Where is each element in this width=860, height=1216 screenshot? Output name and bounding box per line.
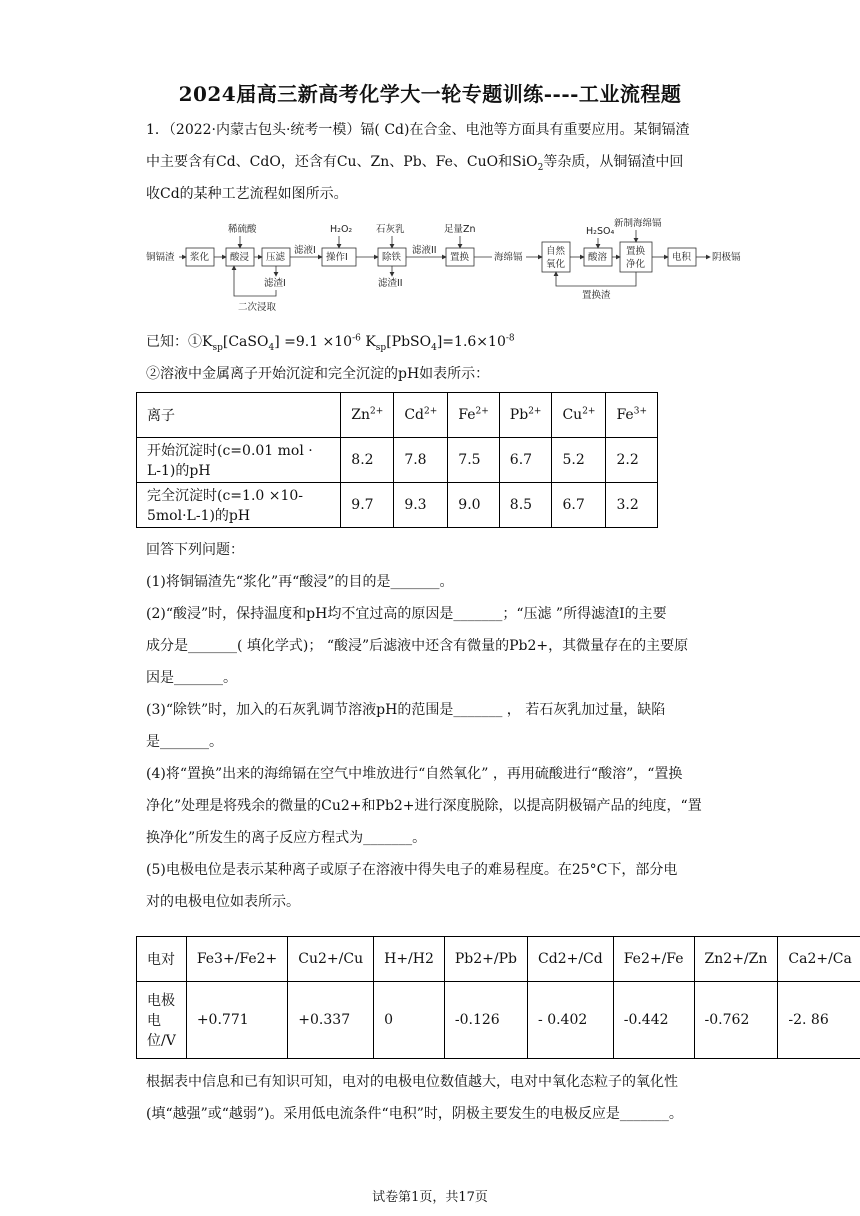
flow-electrowin: 电积 (672, 252, 692, 263)
known-ph-note: ②溶液中金属离子开始沉淀和完全沉淀的pH如表所示： (146, 366, 490, 382)
flow-replace: 置换 (450, 252, 470, 263)
known-ksp: 已知：$①K_{sp}[CaSO_4] =9.1 \times 10^{-6}$ $K_{sp}[PbSO_4]=1.6\times 10^{-8}$ ②溶液中金属离子开始沉淀和完全沉淀的pH如表所示： (146, 326, 720, 390)
flow-replace-residue: 置换渣 (582, 290, 611, 301)
ph-table: 离子 $Zn^{2+}$ $Cd^{2+}$ $Fe^{2+}$ $Pb^{2+}$ $Cu^{2+}$ $Fe^{3+}$ 开始沉淀时(c=0.01 mol · L-1)的pH 8.2 7.8 7.5 6.7 5.2 2.2 完全沉淀时(c=1.0 ×10-5mol·L-1)的pH 9.7 9.3 9.0 8.5 6.7 3.2 (136, 392, 658, 528)
flow-new-sponge: 新制海绵镉 (614, 218, 662, 229)
flow-nat-ox-2: 氧化 (546, 259, 566, 270)
question-3: (3)“除铁”时，加入的石灰乳调节溶液pH的范围是_______ ， 若石灰乳加过量，缺陷 (146, 702, 666, 718)
table-row: 完全沉淀时(c=1.0 ×10-5mol·L-1)的pH 9.7 9.3 9.0 8.5 6.7 3.2 (137, 483, 658, 528)
flow-residue-2: 滤渣II (378, 278, 403, 289)
flow-second-leach: 二次浸取 (238, 302, 277, 313)
question-5: (5)电极电位是表示某种离子或原子在溶液中得失电子的难易程度。在25°C下，部分电 (146, 862, 678, 878)
question-1: (1)将铜镉渣先“浆化”再“酸浸”的目的是_______。 (146, 574, 454, 590)
flow-purify-2: 净化 (626, 259, 646, 270)
table-row: 开始沉淀时(c=0.01 mol · L-1)的pH 8.2 7.8 7.5 6.7 5.2 2.2 (137, 438, 658, 483)
question-4: (4)将“置换”出来的海绵镉在空气中堆放进行“自然氧化” ，再用硫酸进行“酸溶”，“置换 (146, 766, 683, 782)
questions: 回答下列问题： (1)将铜镉渣先“浆化”再“酸浸”的目的是_______。 (2)“酸浸”时，保持温度和pH均不宜过高的原因是_______；“压滤 ”所得滤渣I的主要 成分是_______( 填化学式)； “酸浸”后滤液中还含有微量的Pb2+，其微量存在的主要原 因是_______。 (3)“除铁”时，加入的石灰乳调节溶液pH的范围是_______ ， 若石灰乳加过量，缺陷 是_______。 (4)将“置换”出来的海绵镉在空气中堆放进行“自然氧化” ，再用硫酸进行“酸溶”，“置换 净化”处理是将残余的微量的Cu2+和Pb2+进行深度脱除，以提高阴极镉产品的纯度，“置 换净化”所发生的离子反应方程式为_______。 (5)电极电位是表示某种离子或原子在溶液中得失电子的难易程度。在25°C下，部分电 对的电极电位如表所示。 (146, 534, 726, 918)
page-title: 2024届高三新高考化学大一轮专题训练----工业流程题 (178, 82, 682, 106)
intro-line-2: 中主要含有Cd、CdO，还含有Cu、Zn、Pb、Fe、CuO和SiO$_2$等杂质，从铜镉渣中回 (146, 154, 684, 173)
flow-op-1: 操作I (326, 252, 348, 263)
question-5-cont: 根据表中信息和已有知识可知，电对的电极电位数值越大，电对中氧化态粒子的氧化性 (填“越强”或“越弱”)。采用低电流条件“电积”时，阴极主要发生的电极反应是_______。 (146, 1074, 683, 1122)
potential-table-header: 电对 (137, 937, 187, 982)
flow-slurry: 浆化 (190, 252, 210, 263)
flow-deiron: 除铁 (382, 252, 402, 263)
intro-line-3: 收Cd的某种工艺流程如图所示。 (146, 186, 348, 202)
flow-dilute-acid: 稀硫酸 (228, 224, 257, 235)
page-footer: 试卷第1页，共17页 (372, 1190, 488, 1205)
flow-h2so4: H₂SO₄ (586, 226, 615, 237)
flow-filtrate-1: 滤液I (294, 245, 316, 256)
flow-nat-ox-1: 自然 (546, 246, 566, 257)
flow-press: 压滤 (266, 252, 286, 263)
flow-sponge-cd: 海绵镉 (494, 252, 523, 263)
flow-purify-1: 置换 (626, 246, 646, 257)
flow-acid-dissolve: 酸溶 (588, 252, 608, 263)
ph-table-header: 离子 (137, 393, 341, 438)
question-2: (2)“酸浸”时，保持温度和pH均不宜过高的原因是_______；“压滤 ”所得滤渣I的主要 (146, 606, 667, 622)
question-intro (146, 114, 720, 210)
flow-h2o2: H₂O₂ (330, 224, 353, 235)
table-row: 电极电位/V +0.771 +0.337 0 -0.126 - 0.402 -0.442 -0.762 -2. 86 (137, 982, 860, 1059)
flow-acid-leach: 酸浸 (230, 252, 250, 263)
flow-residue-1: 滤渣I (264, 278, 286, 289)
flow-raw-label: 铜镉渣 (146, 252, 175, 263)
flow-filtrate-2: 滤液II (412, 245, 437, 256)
intro-line-1: 1．（2022·内蒙古包头·统考一模）镉( Cd)在合金、电池等方面具有重要应用。某铜镉渣 (146, 122, 690, 138)
flow-lime: 石灰乳 (376, 224, 405, 235)
process-flow-diagram (146, 218, 746, 314)
potential-table: 电对 Fe3+/Fe2+ Cu2+/Cu H+/H2 Pb2+/Pb Cd2+/Cd Fe2+/Fe Zn2+/Zn Ca2+/Ca 电极电位/V +0.771 +0.337 0 -0.126 - 0.402 -0.442 -0.762 -2. 86 (136, 936, 860, 1059)
flow-cathode-cd: 阴极镉 (712, 252, 741, 263)
flow-zn: 足量Zn (444, 224, 476, 235)
